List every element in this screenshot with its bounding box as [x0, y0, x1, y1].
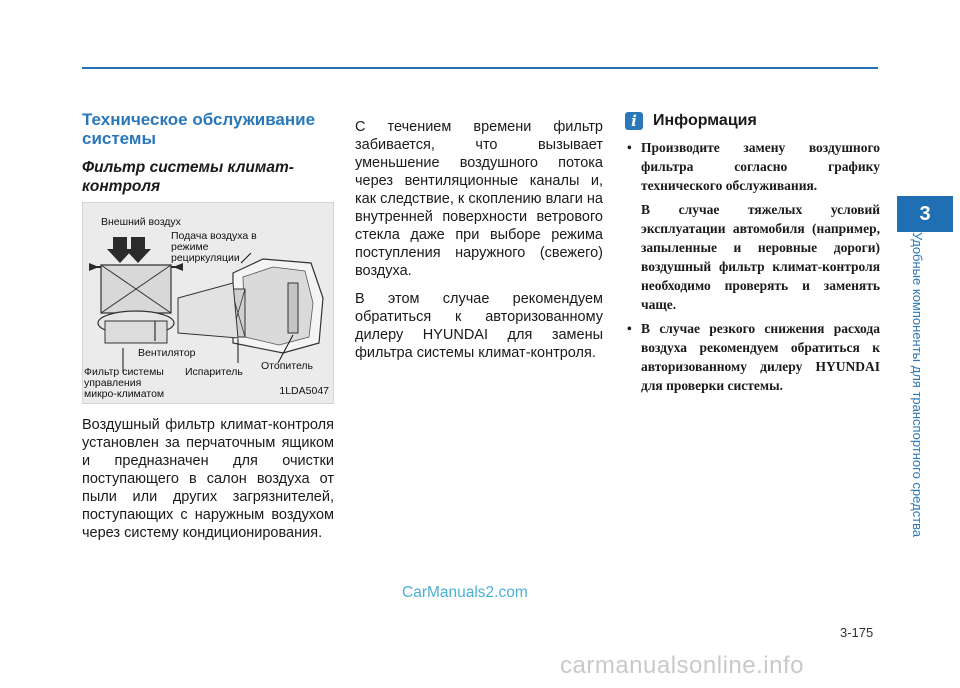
info-bullet-1 [625, 138, 880, 195]
dealer-paragraph: В этом случае рекомендуем обратиться к авторизованному дилеру HYUNDAI для замены фильтра системы климат-контроля. [355, 291, 603, 361]
watermark-carmanualsonline[interactable]: carmanualsonline.info [560, 652, 804, 679]
info-column [625, 112, 880, 400]
chapter-tab: 3 [897, 196, 953, 232]
bullet-marker: • [627, 321, 632, 336]
info-bullet-1-text: Производите замену воздушного фильтра согласно графику технического обслуживания. [641, 140, 880, 193]
label-heater: Отопитель [261, 360, 314, 372]
filter-description: Воздушный фильтр климат-контроля установлен за перчаточным ящиком и предназначен для очистки поступающего в салон воздуха от пыли или других загрязнителей, поступающих с наружным воздухом через систему кондиционирования. [82, 417, 334, 541]
top-rule [82, 67, 878, 69]
climate-filter-figure [82, 202, 334, 404]
middle-column [355, 118, 603, 372]
section-title: Техническое обслуживание системы [82, 110, 316, 148]
info-bullet-2-text: В случае резкого снижения расхода воздуха рекомендуем обратиться к авторизованному дилеру HYUNDAI для проверки системы. [641, 321, 880, 393]
label-outside-air: Внешний воздух [101, 216, 181, 228]
label-filter: Фильтр системы управления микро-климатом [84, 366, 165, 400]
info-bullet-1-continuation: В случае тяжелых условий эксплуатации автомобиля (например, запыленные и неровные дороги) воздушный фильтр климат-контроля необходимо проверять и заменять чаще. [641, 202, 880, 312]
watermark-carmanuals2[interactable]: CarManuals2.com [402, 584, 528, 601]
info-header [625, 112, 880, 130]
left-column [82, 110, 334, 552]
label-recirculation: Подача воздуха в режиме рециркуляции [171, 230, 257, 264]
bullet-marker: • [627, 140, 632, 155]
info-bullet-2 [625, 319, 880, 395]
clogging-paragraph: С течением времени фильтр забивается, что вызывает уменьшение воздушного потока через вентиляционные каналы и, как следствие, к скоплению влаги на внутренней поверхности ветрового стекла даже при выборе режима поступления наружного (свежего) воздуха. [355, 119, 603, 279]
label-fan: Вентилятор [138, 347, 196, 359]
chapter-title: Удобные компоненты для транспортного средства [910, 232, 925, 538]
figure-code: 1LDA5047 [279, 385, 329, 397]
label-evaporator: Испаритель [185, 366, 243, 378]
info-icon: i [625, 112, 643, 130]
subsection-title: Фильтр системы климат-контроля [82, 159, 294, 195]
chapter-title-vertical [907, 232, 929, 564]
page-number: 3-175 [840, 625, 874, 640]
info-title: Информация [653, 112, 757, 129]
